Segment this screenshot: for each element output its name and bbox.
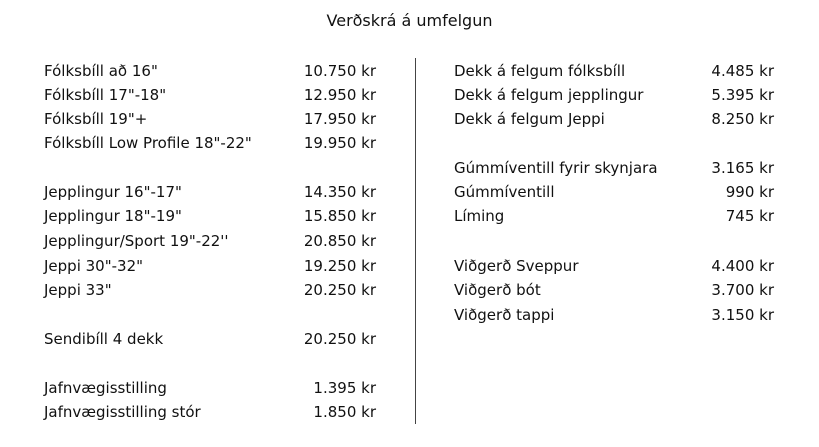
price-row — [454, 180, 774, 204]
price-row — [44, 107, 376, 131]
price-row — [44, 131, 376, 155]
price-value: 12.950 kr — [303, 86, 376, 104]
price-value: 19.950 kr — [303, 134, 376, 152]
price-row — [454, 303, 774, 327]
price-label: Viðgerð bót — [454, 281, 541, 299]
price-label: Jeppi 30"-32" — [44, 257, 144, 275]
price-row — [44, 376, 376, 400]
price-row — [454, 254, 774, 278]
price-row — [44, 180, 376, 204]
price-label: Viðgerð Sveppur — [454, 257, 579, 275]
price-value: 1.850 kr — [313, 403, 376, 421]
price-label: Fólksbíll að 16" — [44, 62, 158, 80]
price-label: Dekk á felgum jepplingur — [454, 86, 644, 104]
price-row — [454, 59, 774, 83]
price-label: Gúmmíventill fyrir skynjara — [454, 159, 658, 177]
price-value: 14.350 kr — [303, 183, 376, 201]
price-label: Fólksbíll Low Profile 18"-22" — [44, 134, 252, 152]
price-row — [44, 254, 376, 278]
price-value: 5.395 kr — [711, 86, 774, 104]
price-value: 19.250 kr — [303, 257, 376, 275]
price-value: 20.250 kr — [303, 330, 376, 348]
price-label: Sendibíll 4 dekk — [44, 330, 164, 348]
price-row — [454, 107, 774, 131]
price-label: Fólksbíll 19"+ — [44, 110, 148, 128]
price-value: 990 kr — [725, 183, 774, 201]
price-label: Dekk á felgum fólksbíll — [454, 62, 626, 80]
price-row — [454, 204, 774, 228]
price-label: Líming — [454, 207, 505, 225]
price-row — [454, 278, 774, 302]
price-value: 745 kr — [725, 207, 774, 225]
price-value: 10.750 kr — [303, 62, 376, 80]
price-value: 4.485 kr — [711, 62, 774, 80]
price-value: 20.850 kr — [303, 232, 376, 250]
price-label: Gúmmíventill — [454, 183, 555, 201]
price-label: Jafnvægisstilling stór — [44, 403, 201, 421]
price-label: Jeppi 33" — [44, 281, 112, 299]
price-label: Jafnvægisstilling — [44, 379, 167, 397]
price-value: 20.250 kr — [303, 281, 376, 299]
price-row — [454, 83, 774, 107]
price-row — [44, 278, 376, 302]
price-value: 1.395 kr — [313, 379, 376, 397]
price-row — [44, 83, 376, 107]
price-row — [44, 229, 376, 253]
price-value: 3.700 kr — [711, 281, 774, 299]
price-row — [44, 59, 376, 83]
price-value: 17.950 kr — [303, 110, 376, 128]
price-value: 3.150 kr — [711, 306, 774, 324]
price-value: 15.850 kr — [303, 207, 376, 225]
price-label: Fólksbíll 17"-18" — [44, 86, 167, 104]
price-row — [44, 400, 376, 424]
price-value: 4.400 kr — [711, 257, 774, 275]
price-value: 3.165 kr — [711, 159, 774, 177]
price-row — [44, 327, 376, 351]
price-label: Viðgerð tappi — [454, 306, 555, 324]
price-label: Jepplingur 16"-17" — [44, 183, 182, 201]
price-label: Jepplingur 18"-19" — [44, 207, 182, 225]
price-label: Jepplingur/Sport 19"-22'' — [44, 232, 229, 250]
column-divider — [415, 58, 416, 424]
price-row — [44, 204, 376, 228]
price-label: Dekk á felgum Jeppi — [454, 110, 605, 128]
price-value: 8.250 kr — [711, 110, 774, 128]
page-title: Verðskrá á umfelgun — [326, 11, 493, 30]
price-row — [454, 156, 774, 180]
